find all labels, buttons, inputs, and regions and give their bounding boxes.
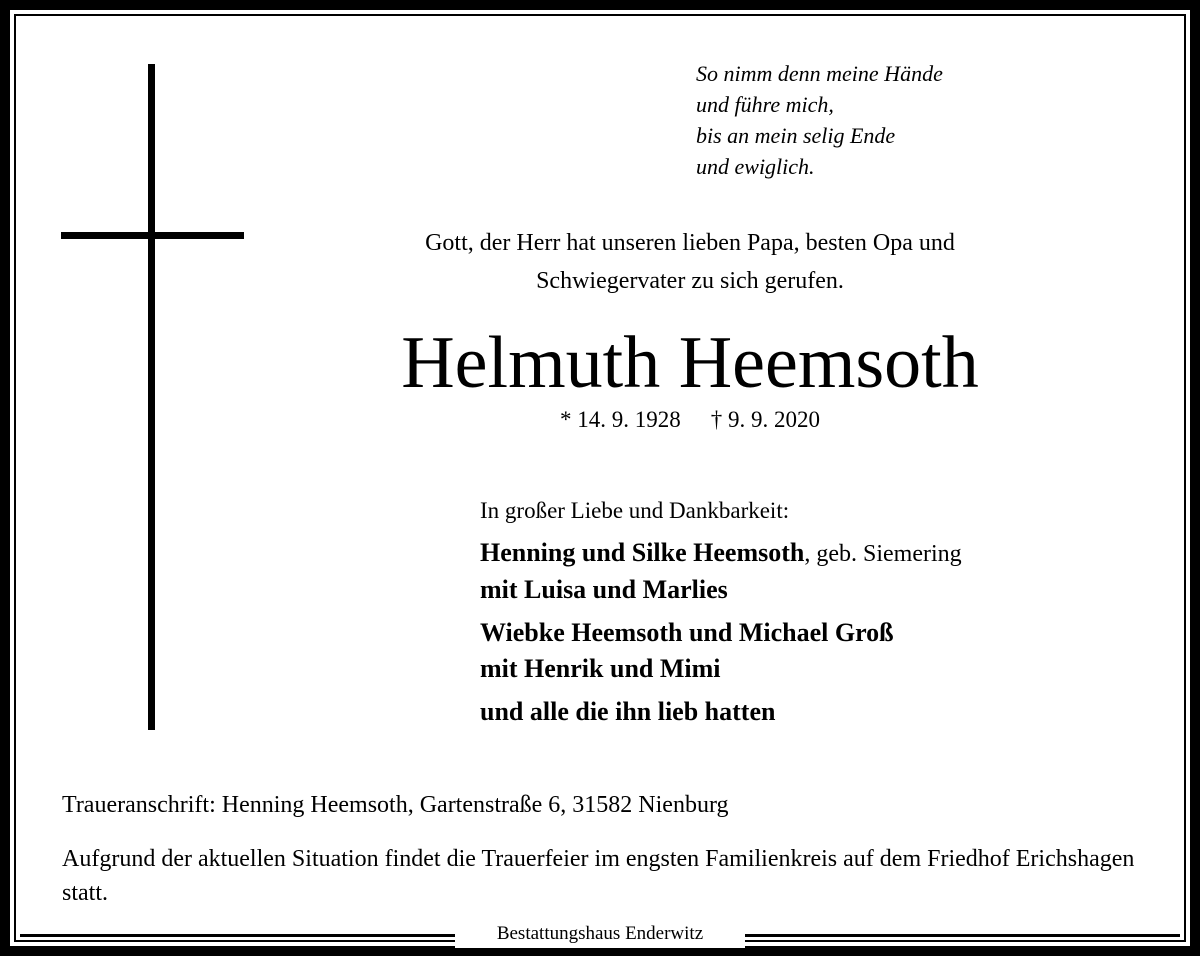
mourning-address: Traueranschrift: Henning Heemsoth, Gartenstraße 6, 31582 Nienburg [62,792,729,818]
verse-line: und ewiglich. [696,154,815,179]
mourner-line: Wiebke Heemsoth und Michael Groß [480,618,894,647]
mourner-line: mit Henrik und Mimi [480,654,721,683]
verse-line: bis an mein selig Ende [696,123,896,148]
intro-line: Gott, der Herr hat unseren lieben Papa, besten Opa und [425,230,955,256]
life-dates [300,404,1080,436]
cross-horizontal-beam [61,232,244,239]
mourner-group [480,535,1120,608]
mourner-group [480,615,1120,687]
funeral-home-credit: Bestattungshaus Enderwitz [455,920,745,948]
mourner-line [480,535,1120,572]
deceased-name: Helmuth Heemsoth [401,322,979,404]
mourner-line: und alle die ihn lieb hatten [480,697,776,726]
cross-vertical-beam [148,64,155,730]
mourners-heading: In großer Liebe und Dankbarkeit: [480,498,790,523]
maiden-name: , geb. Siemering [804,541,962,567]
intro-line: Schwiegervater zu sich gerufen. [536,268,844,294]
mourner-line: mit Luisa und Marlies [480,575,728,604]
verse-line: So nimm denn meine Hände [696,61,943,86]
death-date: † 9. 9. 2020 [710,407,820,432]
mourner-group [480,694,1120,730]
verse-line: und führe mich, [696,92,834,117]
mourners-block [480,494,1120,730]
footer-rule-left [20,934,455,937]
funeral-notice: Aufgrund der aktuellen Situation findet die Trauerfeier im engsten Familienkreis auf dem Friedhof Erichshagen statt. [62,846,1135,906]
bible-verse [696,58,996,182]
intro-text [300,224,1080,300]
birth-date: * 14. 9. 1928 [560,407,681,432]
footer-rule-right [745,934,1180,937]
mourner-name: Henning und Silke Heemsoth [480,538,805,567]
